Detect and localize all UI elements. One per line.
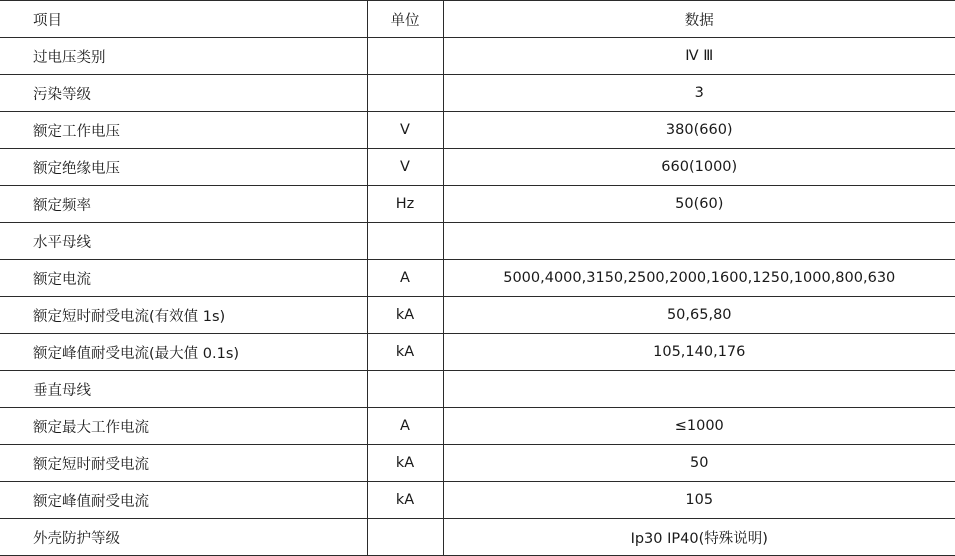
section-label: 垂直母线 [0,371,367,408]
table-row [0,186,955,223]
row-value: 105,140,176 [443,334,955,371]
row-item: 污染等级 [0,75,367,112]
row-unit: kA [367,482,443,519]
row-value: 380(660) [443,112,955,149]
table-row [0,297,955,334]
row-value: Ip30 IP40(特殊说明) [443,519,955,556]
table-row [0,149,955,186]
table-row [0,482,955,519]
row-item: 额定短时耐受电流(有效值 1s) [0,297,367,334]
row-item: 额定绝缘电压 [0,149,367,186]
row-item: 外壳防护等级 [0,519,367,556]
row-unit [367,519,443,556]
section-label: 水平母线 [0,223,367,260]
table-row [0,112,955,149]
row-value: 50(60) [443,186,955,223]
row-unit [367,38,443,75]
row-unit [367,223,443,260]
table-header-row [0,1,955,38]
header-item: 项目 [0,1,367,38]
row-item: 额定工作电压 [0,112,367,149]
row-item: 额定短时耐受电流 [0,445,367,482]
table-row [0,260,955,297]
row-item: 过电压类别 [0,38,367,75]
row-item: 额定频率 [0,186,367,223]
row-item: 额定最大工作电流 [0,408,367,445]
table-row [0,519,955,556]
row-unit [367,75,443,112]
row-unit: A [367,260,443,297]
row-unit: kA [367,297,443,334]
row-value: 660(1000) [443,149,955,186]
table-row [0,445,955,482]
row-item: 额定峰值耐受电流 [0,482,367,519]
row-value: 5000,4000,3150,2500,2000,1600,1250,1000,800,630 [443,260,955,297]
row-item: 额定峰值耐受电流(最大值 0.1s) [0,334,367,371]
row-item: 额定电流 [0,260,367,297]
table-row [0,38,955,75]
table-section-row [0,223,955,260]
row-value: 50 [443,445,955,482]
row-unit: kA [367,445,443,482]
header-value: 数据 [443,1,955,38]
row-value: 3 [443,75,955,112]
row-unit: kA [367,334,443,371]
row-unit: V [367,112,443,149]
table-section-row [0,371,955,408]
table-row [0,334,955,371]
row-value: 50,65,80 [443,297,955,334]
row-value [443,371,955,408]
row-value: Ⅳ Ⅲ [443,38,955,75]
row-unit [367,371,443,408]
row-unit: A [367,408,443,445]
row-unit: Hz [367,186,443,223]
table-row [0,75,955,112]
table-row [0,408,955,445]
header-unit: 单位 [367,1,443,38]
row-value: ≤1000 [443,408,955,445]
row-unit: V [367,149,443,186]
row-value: 105 [443,482,955,519]
row-value [443,223,955,260]
